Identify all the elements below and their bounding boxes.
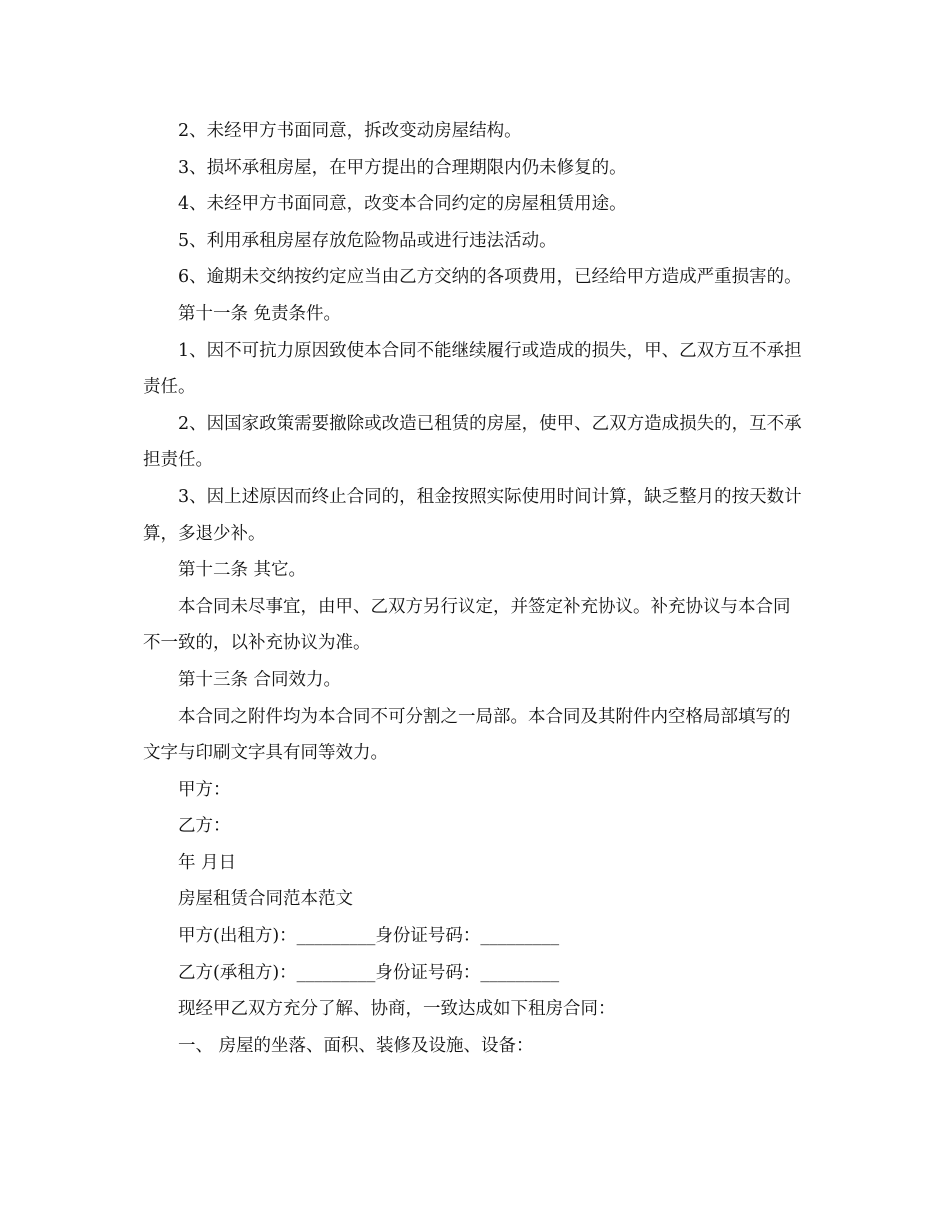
article-12-heading: 第十二条 其它。 <box>178 560 307 581</box>
clause-item-5: 5、利用承租房屋存放危险物品或进行违法活动。 <box>178 230 557 251</box>
lessee-id-line: 乙方(承租方)：_________身份证号码：_________ <box>178 962 560 983</box>
clause-item-2: 2、未经甲方书面同意，拆改变动房屋结构。 <box>178 121 522 141</box>
article-11-item-2: 2、因国家政策需要撤除或改造已租赁的房屋，使甲、乙双方造成损失的，互不承担责任。 <box>143 413 802 471</box>
agreement-intro: 现经甲乙双方充分了解、协商，一致达成如下租房合同： <box>178 999 616 1020</box>
clause-item-4: 4、未经甲方书面同意，改变本合同约定的房屋租赁用途。 <box>178 194 627 215</box>
lessor-id-line: 甲方(出租方)：_________身份证号码：_________ <box>178 926 560 947</box>
article-11-item-3: 3、因上述原因而终止合同的，租金按照实际使用时间计算，缺乏整月的按天数计算，多退少补。 <box>143 486 802 544</box>
article-12-body: 本合同未尽事宜，由甲、乙双方另行议定，并签定补充协议。补充协议与本合同不一致的，以补充协议为准。 <box>143 596 791 654</box>
clause-item-3: 3、损坏承租房屋，在甲方提出的合理期限内仍未修复的。 <box>178 157 627 178</box>
template-title: 房屋租赁合同范本范文 <box>178 889 353 910</box>
party-a-signature: 甲方： <box>178 779 231 800</box>
clause-item-6: 6、逾期未交纳按约定应当由乙方交纳的各项费用，已经给甲方造成严重损害的。 <box>178 267 802 288</box>
document-body <box>143 113 803 1064</box>
article-13-heading: 第十三条 合同效力。 <box>178 669 342 690</box>
party-b-signature: 乙方： <box>178 816 231 837</box>
signature-date: 年 月日 <box>178 852 237 873</box>
article-13-body: 本合同之附件均为本合同不可分割之一局部。本合同及其附件内空格局部填写的文字与印刷文字具有同等效力。 <box>143 706 791 764</box>
article-11-item-1: 1、因不可抗力原因致使本合同不能继续履行或造成的损失，甲、乙双方互不承担责任。 <box>143 340 802 398</box>
section-1-heading: 一、 房屋的坐落、面积、装修及设施、设备： <box>178 1035 534 1056</box>
article-11-heading: 第十一条 免责条件。 <box>178 303 342 324</box>
